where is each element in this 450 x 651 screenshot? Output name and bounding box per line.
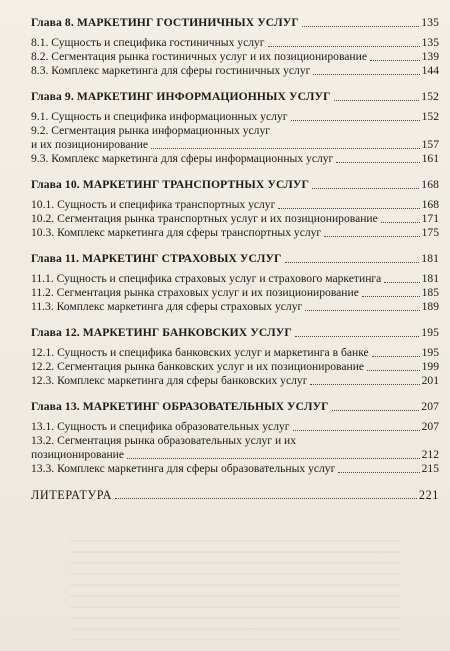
toc-entry — [31, 462, 439, 476]
page-number: 207 — [421, 420, 439, 433]
dot-leader — [362, 296, 420, 297]
dot-leader — [127, 458, 420, 459]
page-number: 144 — [421, 64, 439, 77]
dot-leader — [310, 384, 419, 385]
toc-entry — [31, 212, 439, 226]
dot-leader — [384, 282, 419, 283]
toc-entry-multiline — [31, 124, 439, 152]
page-number: 152 — [421, 110, 439, 123]
section-title: 10.3. Комплекс маркетинга для сферы транспортных услуг — [31, 226, 322, 239]
chapter-8 — [31, 16, 439, 78]
page-number: 135 — [421, 36, 439, 49]
dot-leader — [305, 310, 419, 311]
section-title: 13.3. Комплекс маркетинга для сферы образовательных услуг — [31, 462, 336, 475]
toc-entry-continuation — [31, 138, 439, 152]
toc-entry — [31, 272, 439, 286]
dot-leader — [372, 356, 420, 357]
page-number: 195 — [421, 346, 439, 359]
chapter-title: Глава 11. МАРКЕТИНГ СТРАХОВЫХ УСЛУГ — [31, 252, 282, 265]
dot-leader — [291, 120, 420, 121]
page-number: 189 — [421, 300, 439, 313]
dot-leader — [302, 26, 419, 27]
section-title: 9.3. Комплекс маркетинга для сферы информационных услуг — [31, 152, 334, 165]
section-title: 12.1. Сущность и специфика банковских услуг и маркетинга в банке — [31, 346, 369, 359]
section-title: 10.2. Сегментация рынка транспортных услуг и их позиционирование — [31, 212, 378, 225]
page-number: 157 — [421, 138, 439, 151]
dot-leader — [370, 60, 420, 61]
chapter-title: Глава 10. МАРКЕТИНГ ТРАНСПОРТНЫХ УСЛУГ — [31, 178, 309, 191]
page-number: 168 — [421, 178, 439, 191]
chapter-title: Глава 13. МАРКЕТИНГ ОБРАЗОВАТЕЛЬНЫХ УСЛУГ — [31, 400, 329, 413]
section-title-continued: позиционирование — [31, 448, 125, 461]
section-title: 13.1. Сущность и специфика образовательных услуг — [31, 420, 290, 433]
dot-leader — [278, 208, 419, 209]
section-title: 11.3. Комплекс маркетинга для сферы страховых услуг — [31, 300, 303, 313]
toc-entry — [31, 226, 439, 240]
dot-leader — [293, 430, 420, 431]
dot-leader — [312, 188, 419, 189]
page-number: 185 — [421, 286, 439, 299]
dot-leader — [332, 410, 420, 411]
section-title: 8.1. Сущность и специфика гостиничных услуг — [31, 36, 265, 49]
page-number: 152 — [421, 90, 439, 103]
section-title: 9.2. Сегментация рынка информационных услуг — [31, 124, 271, 137]
show-through-texture — [70, 540, 400, 640]
section-title: 11.1. Сущность и специфика страховых услуг и страхового маркетинга — [31, 272, 382, 285]
chapter-title: Глава 12. МАРКЕТИНГ БАНКОВСКИХ УСЛУГ — [31, 326, 292, 339]
chapter-heading — [31, 90, 439, 104]
dot-leader — [268, 46, 420, 47]
toc-entry-multiline — [31, 434, 439, 462]
toc-entry — [31, 286, 439, 300]
dot-leader — [334, 100, 420, 101]
chapter-title: Глава 9. МАРКЕТИНГ ИНФОРМАЦИОННЫХ УСЛУГ — [31, 90, 331, 103]
toc-entry — [31, 420, 439, 434]
toc-entry — [31, 300, 439, 314]
section-title: 12.2. Сегментация рынка банковских услуг и их позиционирование — [31, 360, 365, 373]
chapter-title: Глава 8. МАРКЕТИНГ ГОСТИНИЧНЫХ УСЛУГ — [31, 16, 299, 29]
dot-leader — [151, 148, 420, 149]
chapter-heading — [31, 16, 439, 30]
dot-leader — [338, 472, 419, 473]
dot-leader — [115, 498, 417, 499]
section-title: 10.1. Сущность и специфика транспортных услуг — [31, 198, 276, 211]
chapter-heading — [31, 326, 439, 340]
page-number: 199 — [421, 360, 439, 373]
toc-entry — [31, 360, 439, 374]
chapter-10 — [31, 178, 439, 240]
chapter-13 — [31, 400, 439, 476]
page-number: 135 — [421, 16, 439, 29]
section-title: 11.2. Сегментация рынка страховых услуг и их позиционирование — [31, 286, 359, 299]
toc-entry — [31, 36, 439, 50]
toc-entry — [31, 110, 439, 124]
dot-leader — [295, 336, 419, 337]
section-title: 9.1. Сущность и специфика информационных услуг — [31, 110, 288, 123]
chapter-12 — [31, 326, 439, 388]
page-number: 195 — [421, 326, 439, 339]
dot-leader — [367, 370, 420, 371]
chapter-11 — [31, 252, 439, 314]
toc-entry — [31, 488, 439, 502]
toc-entry — [31, 374, 439, 388]
table-of-contents — [31, 16, 439, 502]
toc-entry — [31, 198, 439, 212]
literature-title: ЛИТЕРАТУРА — [31, 488, 112, 502]
chapter-heading — [31, 252, 439, 266]
section-title: 12.3. Комплекс маркетинга для сферы банковских услуг — [31, 374, 308, 387]
toc-entry — [31, 152, 439, 166]
page-number: 168 — [421, 198, 439, 211]
dot-leader — [285, 262, 420, 263]
page-number: 171 — [421, 212, 439, 225]
section-title-continued: и их позиционирование — [31, 138, 149, 151]
page-number: 207 — [421, 400, 439, 413]
dot-leader — [381, 222, 420, 223]
section-title: 13.2. Сегментация рынка образовательных услуг и их — [31, 434, 297, 447]
page-number: 181 — [421, 272, 439, 285]
dot-leader — [313, 74, 419, 75]
chapter-heading — [31, 178, 439, 192]
toc-entry — [31, 346, 439, 360]
chapter-9 — [31, 90, 439, 166]
toc-entry-continuation — [31, 448, 439, 462]
chapter-heading — [31, 400, 439, 414]
page-number: 161 — [421, 152, 439, 165]
page-number: 175 — [421, 226, 439, 239]
page-number: 215 — [421, 462, 439, 475]
toc-entry — [31, 50, 439, 64]
section-title: 8.3. Комплекс маркетинга для сферы гостиничных услуг — [31, 64, 311, 77]
page-number: 181 — [421, 252, 439, 265]
page-number: 221 — [418, 488, 439, 502]
page-number: 201 — [421, 374, 439, 387]
dot-leader — [336, 162, 419, 163]
toc-entry — [31, 64, 439, 78]
page-number: 139 — [421, 50, 439, 63]
literature-entry — [31, 488, 439, 502]
dot-leader — [324, 236, 419, 237]
section-title: 8.2. Сегментация рынка гостиничных услуг и их позиционирование — [31, 50, 367, 63]
page-number: 212 — [421, 448, 439, 461]
